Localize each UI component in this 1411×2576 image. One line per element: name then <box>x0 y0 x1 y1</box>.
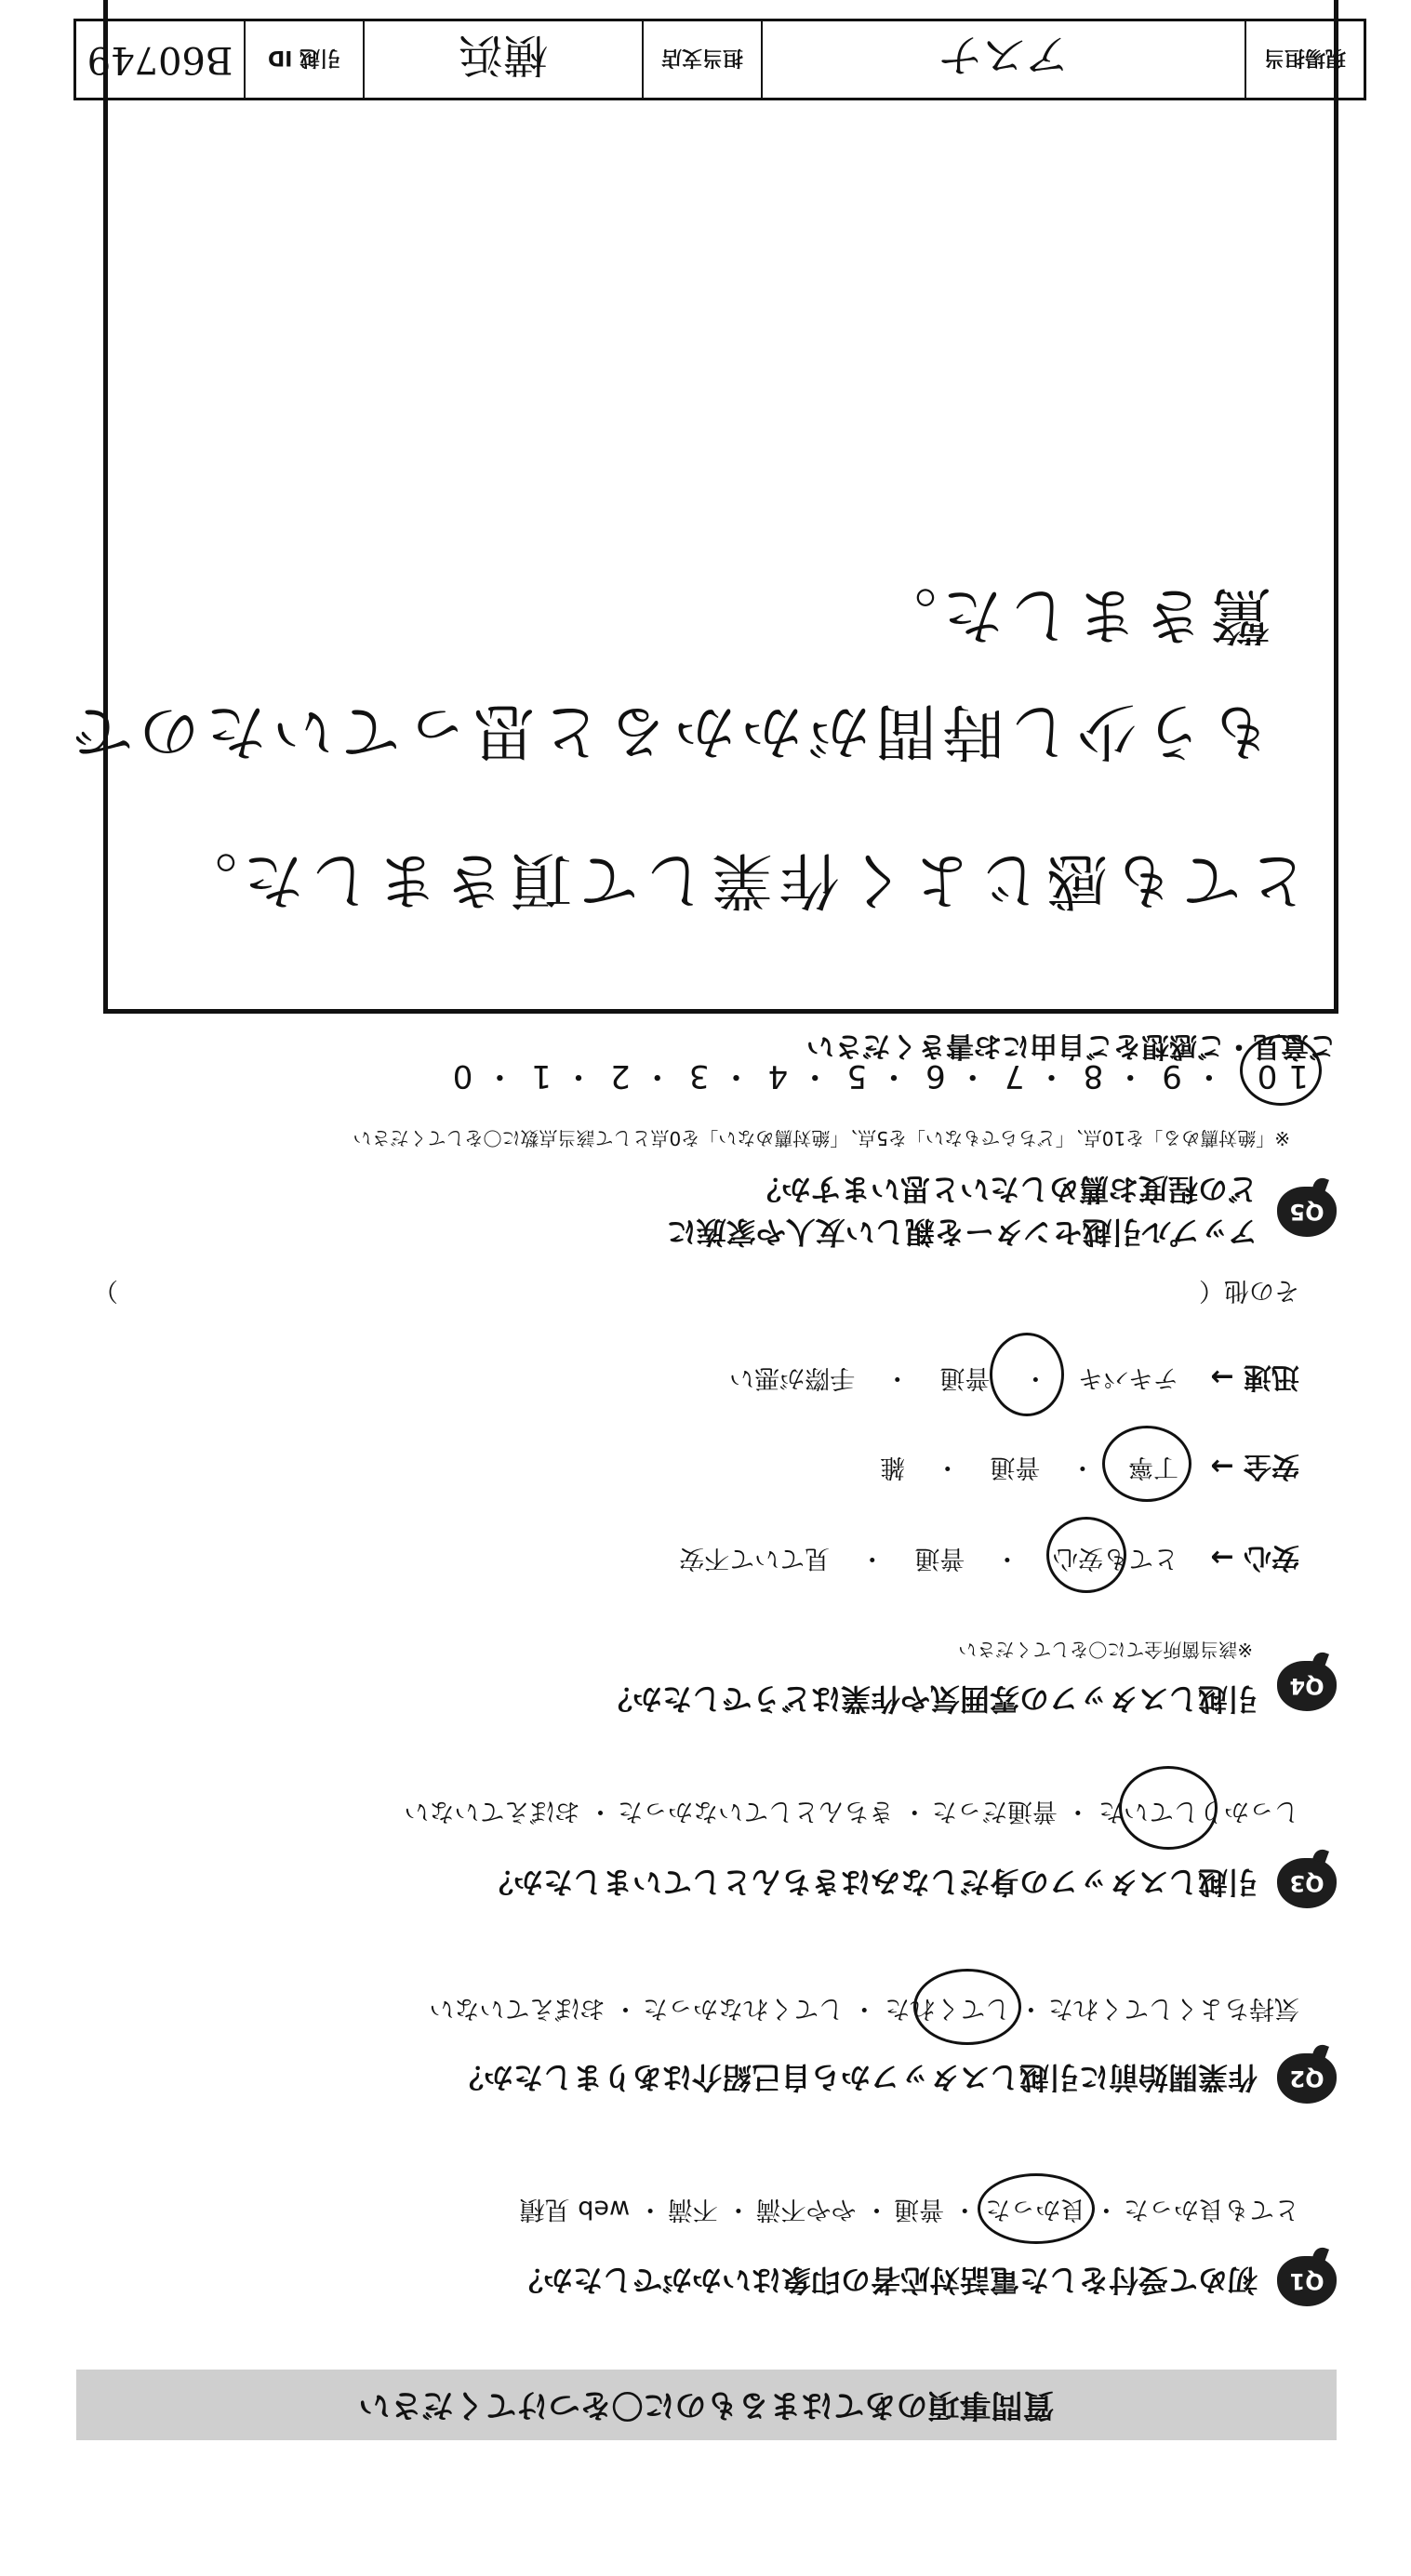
q5-score[interactable]: 5 <box>835 1057 867 1095</box>
selection-circle <box>990 1333 1064 1416</box>
q5-score[interactable]: 0 <box>441 1057 473 1095</box>
q4-other-input[interactable] <box>137 1277 1169 1279</box>
q2-option[interactable]: してくれなかった <box>643 1994 845 2023</box>
q2-badge-icon: Q2 <box>1277 2053 1337 2104</box>
q1-option[interactable]: やや不満 <box>755 2195 857 2224</box>
q4-option[interactable]: 手際が悪い <box>729 1363 856 1392</box>
q4-option-selected[interactable]: とても安心 <box>1045 1544 1178 1573</box>
comment-line-1: とても感じよく作業して頂きました。 <box>170 844 1309 916</box>
q4-option[interactable]: 普通 <box>914 1544 965 1573</box>
q3-badge-icon: Q3 <box>1277 1858 1337 1908</box>
q5-score[interactable]: 6 <box>914 1057 946 1095</box>
info-table <box>73 19 1366 100</box>
comment-line-2: もう少し時間がかかると思っていたので <box>66 696 1271 767</box>
q5-score[interactable]: 2 <box>599 1057 631 1095</box>
q4-option[interactable]: 普通 <box>990 1453 1041 1481</box>
selection-circle <box>913 1969 1021 2045</box>
selection-circle <box>1119 1766 1218 1850</box>
q4-other-close: ） <box>93 1276 118 1305</box>
q5-score[interactable]: 8 <box>1072 1057 1104 1095</box>
branch-value[interactable]: 横浜 <box>363 21 642 98</box>
q4-option[interactable]: テキパキ <box>1078 1363 1178 1392</box>
q2-options: 気持ちよくしてくれた ・ してくれた ・ してくれなかった ・ おぼえていない <box>429 1993 1299 2029</box>
q3-option-selected[interactable]: しっかりしていた <box>1090 1797 1299 1826</box>
q2-option[interactable]: 気持ちよくしてくれた <box>1048 1994 1299 2023</box>
q3-options: しっかりしていた ・ 普通だった ・ きちんとしていなかった ・ おぼえていない <box>404 1796 1299 1832</box>
id-value[interactable]: B60749 <box>87 38 233 81</box>
q4-row-label: 安心 → <box>1210 1541 1299 1573</box>
q5-score[interactable]: 7 <box>992 1057 1025 1095</box>
q5-scale: 10 ・9 ・8 ・7 ・6 ・5 ・4 ・3 ・2 ・1 ・0 <box>442 1056 1309 1102</box>
q5-text-line1: アップル引越センターを親しい友人や家族に <box>666 1215 1258 1250</box>
q4-row-label: 迅速 → <box>1210 1361 1299 1393</box>
q4-other-label: その他（ <box>1199 1276 1299 1305</box>
q5-note: ※「絶対薦める」を10点、「どちらでもない」を5点、「絶対薦めない」を0点として該当点数に〇をしてください <box>353 1127 1290 1149</box>
q4-row-speed: テキパキ ・ 普通 ・ 手際が悪い <box>729 1362 1178 1399</box>
q3-option[interactable]: きちんとしていなかった <box>618 1797 895 1826</box>
id-label: 引越 ID <box>244 21 363 98</box>
leader-value[interactable]: アスナ <box>761 21 1245 98</box>
q5-text-line2: どの程度お薦めしたいと思いますか？ <box>751 1172 1258 1207</box>
q2-text: 作業開始前に引越しスタッフから自己紹介はありましたか？ <box>453 2060 1258 2095</box>
q2-option-selected[interactable]: してくれた <box>877 1994 1011 2023</box>
q4-badge-icon: Q4 <box>1277 1661 1337 1711</box>
q5-score[interactable]: 4 <box>756 1057 789 1095</box>
leader-label: 現場担当 <box>1245 21 1364 98</box>
q1-text: 初めて受付をした電話対応者の印象はいかがでしたか？ <box>512 2263 1258 2298</box>
q3-option[interactable]: おぼえていない <box>404 1797 580 1826</box>
q5-score-selected[interactable]: 10 <box>1225 1057 1309 1095</box>
q5-score[interactable]: 9 <box>1151 1057 1182 1095</box>
q4-option[interactable]: 普通 <box>939 1363 991 1392</box>
q2-option[interactable]: おぼえていない <box>429 1994 606 2023</box>
q1-option-selected[interactable]: 良かった <box>978 2195 1086 2224</box>
selection-circle <box>1102 1426 1191 1502</box>
selection-circle <box>1046 1517 1126 1593</box>
q3-text: 引越しスタッフの身だしなみはきちんとしていましたか？ <box>483 1865 1258 1900</box>
q4-row-safety: 丁寧 ・ 普通 ・ 雑 <box>880 1452 1178 1488</box>
q5-badge-icon: Q5 <box>1277 1187 1337 1237</box>
q1-option[interactable]: とても良かった <box>1124 2195 1299 2224</box>
q4-row-safe-feel: とても安心 ・ 普通 ・ 見ていて不安 <box>679 1543 1178 1579</box>
q1-option[interactable]: 不満 <box>667 2195 718 2224</box>
q1-option[interactable]: web 見積 <box>519 2195 631 2224</box>
comment-title: ご意見・ご感想をご自由にお書きください <box>806 1029 1337 1062</box>
q5-score[interactable]: 1 <box>520 1057 552 1095</box>
q1-options: とても良かった ・ 良かった ・ 普通 ・ やや不満 ・ 不満 ・ web 見積 <box>520 2194 1299 2230</box>
instruction-text: 質問事項のあてはまるものに〇をつけてください <box>358 2386 1055 2423</box>
q4-row-label: 安全 → <box>1210 1450 1299 1482</box>
q4-text: 引越しスタッフの雰囲気や作業はどうでしたか？ <box>602 1681 1258 1717</box>
q3-option[interactable]: 普通だった <box>931 1797 1058 1826</box>
q4-option-selected[interactable]: 丁寧 <box>1120 1453 1178 1481</box>
selection-circle <box>978 2173 1095 2244</box>
q4-option[interactable]: 雑 <box>880 1453 906 1481</box>
q1-badge-icon: Q1 <box>1277 2256 1337 2306</box>
branch-label: 担当支店 <box>642 21 761 98</box>
q4-option[interactable]: 見ていて不安 <box>679 1544 831 1573</box>
q1-option[interactable]: 普通 <box>894 2195 945 2224</box>
comment-line-3: 驚きました。 <box>870 579 1271 651</box>
q5-score[interactable]: 3 <box>677 1057 710 1095</box>
q4-note: ※該当箇所全てに〇をしてください <box>958 1639 1253 1661</box>
